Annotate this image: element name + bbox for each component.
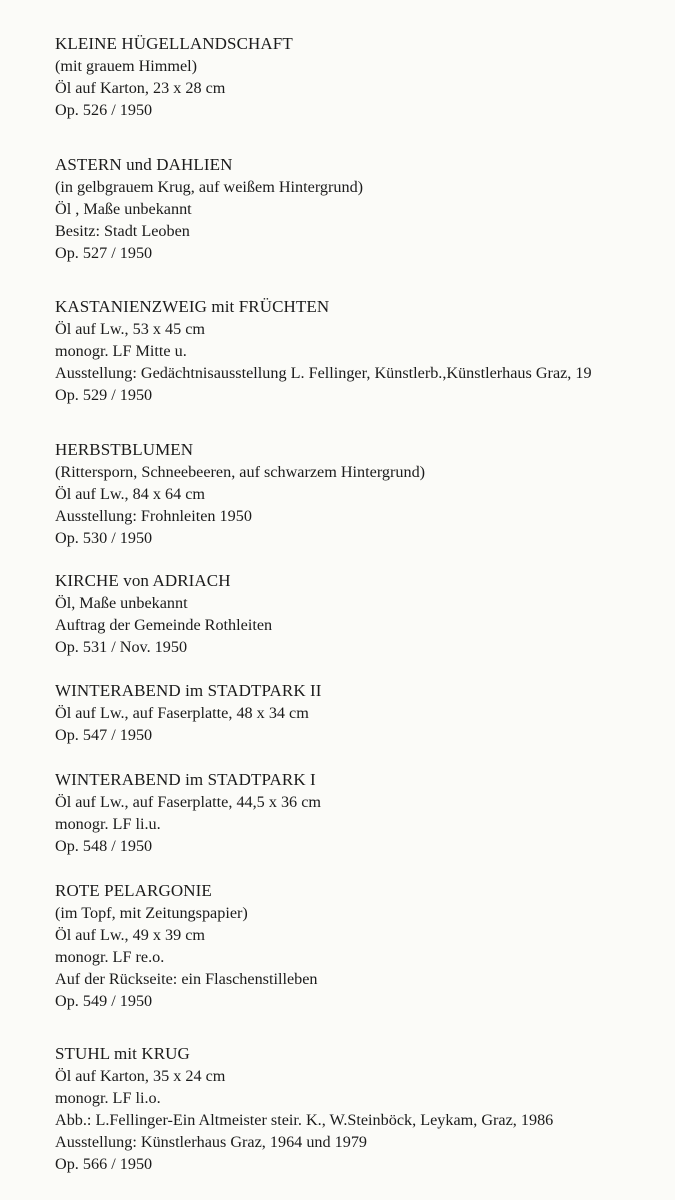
entry-line: Op. 531 / Nov. 1950 [55,638,188,656]
catalog-entry [55,769,675,857]
entry-line: (mit grauem Himmel) [55,57,198,75]
entry-line: Öl auf Karton, 35 x 24 cm [55,1067,226,1085]
entry-line: Op. 566 / 1950 [55,1155,153,1173]
entry-title: ASTERN und DAHLIEN [55,155,233,174]
entry-title: ROTE PELARGONIE [55,881,212,900]
entry-line: Öl auf Lw., auf Faserplatte, 44,5 x 36 cm [55,793,321,811]
entry-title: STUHL mit KRUG [55,1044,190,1063]
catalog-entry [55,1043,675,1175]
catalog-entry [55,33,675,121]
entry-line: monogr. LF li.u. [55,815,161,833]
entry-line: Op. 526 / 1950 [55,101,153,119]
entry-line: Öl auf Karton, 23 x 28 cm [55,79,226,97]
entry-line: Besitz: Stadt Leoben [55,222,190,240]
entry-line: Ausstellung: Frohnleiten 1950 [55,507,252,525]
catalog-entry [55,880,675,1012]
entry-line: Öl auf Lw., 84 x 64 cm [55,485,206,503]
catalog-entry [55,570,675,658]
entry-line: monogr. LF Mitte u. [55,342,187,360]
entry-line: Op. 527 / 1950 [55,244,153,262]
entry-line: Op. 547 / 1950 [55,726,153,744]
entry-title: KIRCHE von ADRIACH [55,571,231,590]
entry-line: Abb.: L.Fellinger-Ein Altmeister steir. K., W.Steinböck, Leykam, Graz, 1986 [55,1111,554,1129]
catalog-entry [55,296,675,406]
entry-line: Op. 549 / 1950 [55,992,153,1010]
entry-line: Op. 530 / 1950 [55,529,153,547]
entry-line: (Rittersporn, Schneebeeren, auf schwarzem Hintergrund) [55,463,426,481]
catalog-entry [55,680,675,746]
entry-title: HERBSTBLUMEN [55,440,194,459]
entry-title: WINTERABEND im STADTPARK I [55,770,316,789]
entry-line: monogr. LF li.o. [55,1089,161,1107]
entry-line: Öl auf Lw., 53 x 45 cm [55,320,206,338]
entry-line: Öl auf Lw., 49 x 39 cm [55,926,206,944]
entry-line: Auftrag der Gemeinde Rothleiten [55,616,273,634]
entry-line: monogr. LF re.o. [55,948,165,966]
entry-line: (in gelbgrauem Krug, auf weißem Hintergrund) [55,178,364,196]
entry-line: Op. 529 / 1950 [55,386,153,404]
entry-line: Ausstellung: Gedächtnisausstellung L. Fellinger, Künstlerb.,Künstlerhaus Graz, 19 [55,364,592,382]
entry-line: Auf der Rückseite: ein Flaschenstilleben [55,970,318,988]
entry-line: Öl , Maße unbekannt [55,200,192,218]
entry-title: WINTERABEND im STADTPARK II [55,681,322,700]
entry-line: Ausstellung: Künstlerhaus Graz, 1964 und 1979 [55,1133,368,1151]
entry-line: Op. 548 / 1950 [55,837,153,855]
entry-title: KLEINE HÜGELLANDSCHAFT [55,34,293,53]
entry-line: Öl auf Lw., auf Faserplatte, 48 x 34 cm [55,704,309,722]
entry-title: KASTANIENZWEIG mit FRÜCHTEN [55,297,330,316]
catalog-entry [55,439,675,549]
catalog-entry [55,154,675,264]
entry-line: (im Topf, mit Zeitungspapier) [55,904,248,922]
entry-line: Öl, Maße unbekannt [55,594,188,612]
